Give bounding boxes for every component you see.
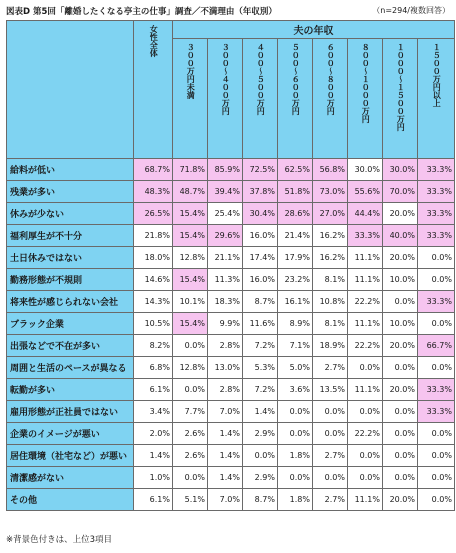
column-header: １０００〜１５００万円 xyxy=(383,39,418,159)
corner-cell xyxy=(7,21,134,159)
value-cell: 0.0% xyxy=(383,445,418,467)
table-row xyxy=(7,489,455,511)
value-cell: 5.0% xyxy=(278,357,313,379)
value-cell: 2.7% xyxy=(313,357,348,379)
value-cell: 21.4% xyxy=(278,225,313,247)
row-label: 給料が低い xyxy=(7,159,134,181)
value-cell: 0.0% xyxy=(383,423,418,445)
row-label: 雇用形態が正社員ではない xyxy=(7,401,134,423)
value-cell: 1.4% xyxy=(208,423,243,445)
value-cell: 16.1% xyxy=(278,291,313,313)
row-label: ブラック企業 xyxy=(7,313,134,335)
table-body xyxy=(7,159,455,511)
value-cell: 15.4% xyxy=(173,313,208,335)
value-cell: 33.3% xyxy=(418,225,455,247)
sample-size-note: （n=294/複数回答） xyxy=(372,6,450,15)
value-cell: 15.4% xyxy=(173,225,208,247)
value-cell: 68.7% xyxy=(134,159,173,181)
column-header: ５００〜６００万円 xyxy=(278,39,313,159)
value-cell: 30.0% xyxy=(383,159,418,181)
row-label: 勤務形態が不規則 xyxy=(7,269,134,291)
row-label: 周囲と生活のペースが異なる xyxy=(7,357,134,379)
value-cell: 8.9% xyxy=(278,313,313,335)
row-label: 企業のイメージが悪い xyxy=(7,423,134,445)
survey-table xyxy=(6,20,455,511)
value-cell: 1.4% xyxy=(134,445,173,467)
value-cell: 22.2% xyxy=(348,423,383,445)
column-header: ４００〜５００万円 xyxy=(243,39,278,159)
table-row xyxy=(7,335,455,357)
row-label: 将来性が感じられない会社 xyxy=(7,291,134,313)
table-row xyxy=(7,247,455,269)
table-row xyxy=(7,291,455,313)
value-cell: 7.2% xyxy=(243,379,278,401)
column-header: 女性全体 xyxy=(134,21,173,159)
value-cell: 8.2% xyxy=(134,335,173,357)
value-cell: 15.4% xyxy=(173,269,208,291)
value-cell: 0.0% xyxy=(418,357,455,379)
value-cell: 26.5% xyxy=(134,203,173,225)
value-cell: 12.8% xyxy=(173,247,208,269)
value-cell: 0.0% xyxy=(173,379,208,401)
value-cell: 0.0% xyxy=(278,467,313,489)
footnote: ※背景色付きは、上位3項目 xyxy=(6,535,113,545)
value-cell: 20.0% xyxy=(383,203,418,225)
value-cell: 25.4% xyxy=(208,203,243,225)
value-cell: 22.2% xyxy=(348,335,383,357)
value-cell: 3.6% xyxy=(278,379,313,401)
value-cell: 39.4% xyxy=(208,181,243,203)
value-cell: 7.2% xyxy=(243,335,278,357)
value-cell: 16.2% xyxy=(313,225,348,247)
value-cell: 33.3% xyxy=(418,379,455,401)
column-header: ８００〜１０００万円 xyxy=(348,39,383,159)
value-cell: 10.0% xyxy=(383,313,418,335)
value-cell: 20.0% xyxy=(383,489,418,511)
value-cell: 9.9% xyxy=(208,313,243,335)
value-cell: 62.5% xyxy=(278,159,313,181)
value-cell: 73.0% xyxy=(313,181,348,203)
value-cell: 10.8% xyxy=(313,291,348,313)
value-cell: 5.1% xyxy=(173,489,208,511)
value-cell: 71.8% xyxy=(173,159,208,181)
value-cell: 8.7% xyxy=(243,489,278,511)
table-row xyxy=(7,401,455,423)
value-cell: 0.0% xyxy=(418,445,455,467)
value-cell: 70.0% xyxy=(383,181,418,203)
income-group-header: 夫の年収 xyxy=(173,21,455,39)
value-cell: 1.0% xyxy=(134,467,173,489)
value-cell: 0.0% xyxy=(418,423,455,445)
value-cell: 7.0% xyxy=(208,401,243,423)
row-label: 居住環境（社宅など）が悪い xyxy=(7,445,134,467)
value-cell: 33.3% xyxy=(418,401,455,423)
value-cell: 8.1% xyxy=(313,313,348,335)
column-header: ３００万円未満 xyxy=(173,39,208,159)
value-cell: 7.7% xyxy=(173,401,208,423)
table-row xyxy=(7,203,455,225)
value-cell: 1.8% xyxy=(278,445,313,467)
value-cell: 0.0% xyxy=(243,445,278,467)
row-label: 転勤が多い xyxy=(7,379,134,401)
value-cell: 0.0% xyxy=(278,401,313,423)
value-cell: 66.7% xyxy=(418,335,455,357)
value-cell: 2.8% xyxy=(208,379,243,401)
value-cell: 2.9% xyxy=(243,423,278,445)
value-cell: 18.0% xyxy=(134,247,173,269)
table-row xyxy=(7,357,455,379)
value-cell: 0.0% xyxy=(418,489,455,511)
value-cell: 0.0% xyxy=(348,467,383,489)
value-cell: 1.4% xyxy=(208,445,243,467)
value-cell: 11.1% xyxy=(348,247,383,269)
value-cell: 2.6% xyxy=(173,445,208,467)
value-cell: 11.1% xyxy=(348,489,383,511)
value-cell: 12.8% xyxy=(173,357,208,379)
value-cell: 6.1% xyxy=(134,489,173,511)
value-cell: 1.4% xyxy=(208,467,243,489)
value-cell: 2.6% xyxy=(173,423,208,445)
value-cell: 37.8% xyxy=(243,181,278,203)
value-cell: 11.1% xyxy=(348,379,383,401)
value-cell: 0.0% xyxy=(383,401,418,423)
value-cell: 7.1% xyxy=(278,335,313,357)
value-cell: 10.0% xyxy=(383,269,418,291)
value-cell: 2.7% xyxy=(313,445,348,467)
row-label: 清潔感がない xyxy=(7,467,134,489)
value-cell: 33.3% xyxy=(418,291,455,313)
table-row xyxy=(7,467,455,489)
value-cell: 16.0% xyxy=(243,225,278,247)
value-cell: 0.0% xyxy=(383,357,418,379)
value-cell: 1.4% xyxy=(243,401,278,423)
value-cell: 48.7% xyxy=(173,181,208,203)
value-cell: 0.0% xyxy=(173,335,208,357)
value-cell: 22.2% xyxy=(348,291,383,313)
value-cell: 16.2% xyxy=(313,247,348,269)
value-cell: 51.8% xyxy=(278,181,313,203)
value-cell: 13.5% xyxy=(313,379,348,401)
table-row xyxy=(7,379,455,401)
value-cell: 10.1% xyxy=(173,291,208,313)
header-row-group xyxy=(7,21,455,39)
value-cell: 48.3% xyxy=(134,181,173,203)
column-header: １５００万円以上 xyxy=(418,39,455,159)
value-cell: 0.0% xyxy=(313,467,348,489)
value-cell: 10.5% xyxy=(134,313,173,335)
value-cell: 8.7% xyxy=(243,291,278,313)
value-cell: 0.0% xyxy=(418,247,455,269)
value-cell: 20.0% xyxy=(383,247,418,269)
table-row xyxy=(7,225,455,247)
column-header: ６００〜８００万円 xyxy=(313,39,348,159)
value-cell: 0.0% xyxy=(383,291,418,313)
column-header: ３００〜４００万円 xyxy=(208,39,243,159)
table-row xyxy=(7,423,455,445)
value-cell: 17.4% xyxy=(243,247,278,269)
table-row xyxy=(7,181,455,203)
value-cell: 11.3% xyxy=(208,269,243,291)
value-cell: 11.1% xyxy=(348,313,383,335)
value-cell: 72.5% xyxy=(243,159,278,181)
value-cell: 0.0% xyxy=(418,467,455,489)
value-cell: 2.7% xyxy=(313,489,348,511)
value-cell: 55.6% xyxy=(348,181,383,203)
value-cell: 0.0% xyxy=(173,467,208,489)
value-cell: 0.0% xyxy=(418,313,455,335)
value-cell: 17.9% xyxy=(278,247,313,269)
value-cell: 14.3% xyxy=(134,291,173,313)
value-cell: 0.0% xyxy=(383,467,418,489)
value-cell: 27.0% xyxy=(313,203,348,225)
value-cell: 6.8% xyxy=(134,357,173,379)
table-row xyxy=(7,313,455,335)
value-cell: 20.0% xyxy=(383,379,418,401)
value-cell: 33.3% xyxy=(418,181,455,203)
value-cell: 30.0% xyxy=(348,159,383,181)
value-cell: 6.1% xyxy=(134,379,173,401)
value-cell: 2.0% xyxy=(134,423,173,445)
value-cell: 56.8% xyxy=(313,159,348,181)
value-cell: 33.3% xyxy=(348,225,383,247)
table-row xyxy=(7,269,455,291)
value-cell: 11.6% xyxy=(243,313,278,335)
value-cell: 0.0% xyxy=(313,423,348,445)
value-cell: 0.0% xyxy=(313,401,348,423)
value-cell: 40.0% xyxy=(383,225,418,247)
value-cell: 23.2% xyxy=(278,269,313,291)
value-cell: 33.3% xyxy=(418,159,455,181)
value-cell: 18.9% xyxy=(313,335,348,357)
value-cell: 28.6% xyxy=(278,203,313,225)
value-cell: 2.9% xyxy=(243,467,278,489)
value-cell: 7.0% xyxy=(208,489,243,511)
row-label: 残業が多い xyxy=(7,181,134,203)
value-cell: 18.3% xyxy=(208,291,243,313)
value-cell: 8.1% xyxy=(313,269,348,291)
row-label: 土日休みではない xyxy=(7,247,134,269)
value-cell: 1.8% xyxy=(278,489,313,511)
value-cell: 85.9% xyxy=(208,159,243,181)
value-cell: 29.6% xyxy=(208,225,243,247)
value-cell: 33.3% xyxy=(418,203,455,225)
value-cell: 20.0% xyxy=(383,335,418,357)
value-cell: 0.0% xyxy=(278,423,313,445)
table-row xyxy=(7,445,455,467)
row-label: 福利厚生が不十分 xyxy=(7,225,134,247)
value-cell: 13.0% xyxy=(208,357,243,379)
value-cell: 30.4% xyxy=(243,203,278,225)
value-cell: 44.4% xyxy=(348,203,383,225)
value-cell: 14.6% xyxy=(134,269,173,291)
value-cell: 3.4% xyxy=(134,401,173,423)
value-cell: 21.8% xyxy=(134,225,173,247)
value-cell: 11.1% xyxy=(348,269,383,291)
value-cell: 2.8% xyxy=(208,335,243,357)
row-label: 出張などで不在が多い xyxy=(7,335,134,357)
value-cell: 5.3% xyxy=(243,357,278,379)
table-row xyxy=(7,159,455,181)
value-cell: 0.0% xyxy=(348,357,383,379)
row-label: 休みが少ない xyxy=(7,203,134,225)
value-cell: 16.0% xyxy=(243,269,278,291)
value-cell: 0.0% xyxy=(348,445,383,467)
value-cell: 0.0% xyxy=(418,269,455,291)
figure-caption: 図表D 第5回「離婚したくなる亭主の仕事」調査／不満理由（年収別） xyxy=(6,7,277,17)
row-label: その他 xyxy=(7,489,134,511)
value-cell: 21.1% xyxy=(208,247,243,269)
value-cell: 15.4% xyxy=(173,203,208,225)
value-cell: 0.0% xyxy=(348,401,383,423)
